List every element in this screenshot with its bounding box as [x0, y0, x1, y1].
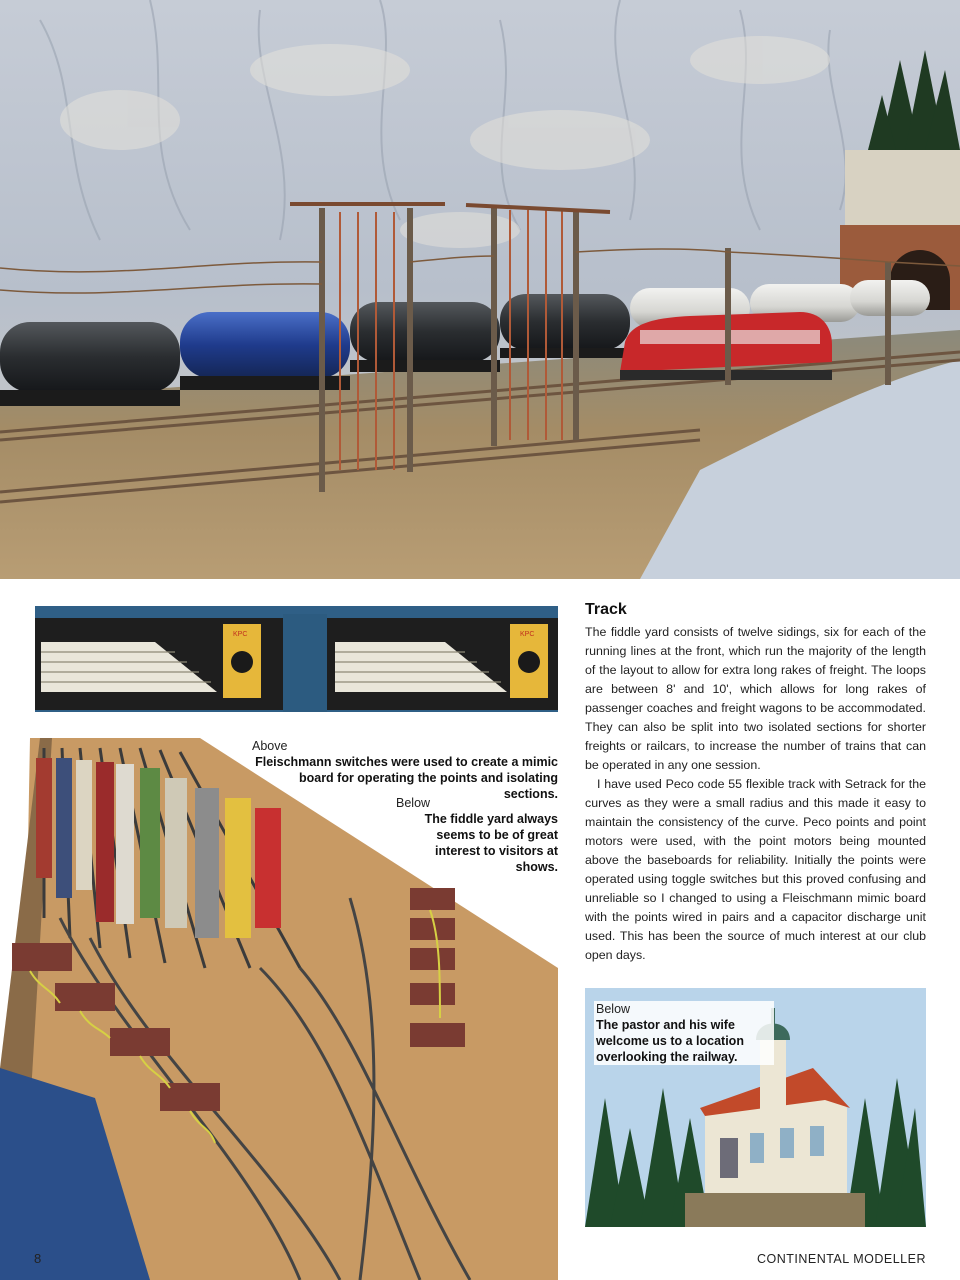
caption-fiddle-yard [396, 795, 558, 875]
caption-below-label: Below [396, 796, 431, 810]
caption-mimic-board [252, 738, 558, 802]
caption-church-text: The pastor and his wife welcome us to a location overlooking the railway. [594, 1017, 774, 1065]
board-brand-left: KPC [233, 631, 248, 638]
caption-below-text: The fiddle yard always seems to be of great interest to visitors at shows. [424, 812, 558, 874]
section-heading: Track [585, 601, 627, 618]
paragraph-2: I have used Peco code 55 flexible track with Setrack for the curves as they were a small radius and this made it easy to maintain the consistency of the curve. Peco points and point motors were used, with the point motors being mounted above the baseboards for reliability. Initially the points were operated using toggle switches but this proved confusing and unreliable so I changed to using a Fleischmann mimic board with the points wired in pairs and a capacitor discharge unit used. This has been the source of much interest at our club open days. [585, 777, 926, 962]
mimic-board-illustration [35, 606, 558, 712]
caption-church [594, 1001, 774, 1065]
caption-above-text: Fleischmann switches were used to create a mimic board for operating the points and isolating sections. [255, 755, 558, 801]
magazine-title: CONTINENTAL MODELLER [756, 1252, 926, 1266]
hero-photo-overhead-catenary [0, 0, 960, 579]
hero-photo-illustration [0, 0, 960, 579]
board-brand-right: KPC [520, 631, 535, 638]
page-number: 8 [34, 1251, 42, 1266]
caption-church-label: Below [594, 1001, 774, 1017]
article-track-section [585, 601, 926, 965]
mimic-board-photo [35, 606, 558, 712]
paragraph-1: The fiddle yard consists of twelve sidings, six for each of the running lines at the front, which run the majority of the length of the layout to allow for extra long rakes of freight. The loops are between 8' and 10', which allows for long rakes of passenger coaches and freight wagons to be accommodated. They can also be split into two isolated sections for shorter freights or railcars, to increase the number of trains that can be operated in any one session. [585, 625, 926, 772]
caption-above-label: Above [252, 739, 288, 753]
